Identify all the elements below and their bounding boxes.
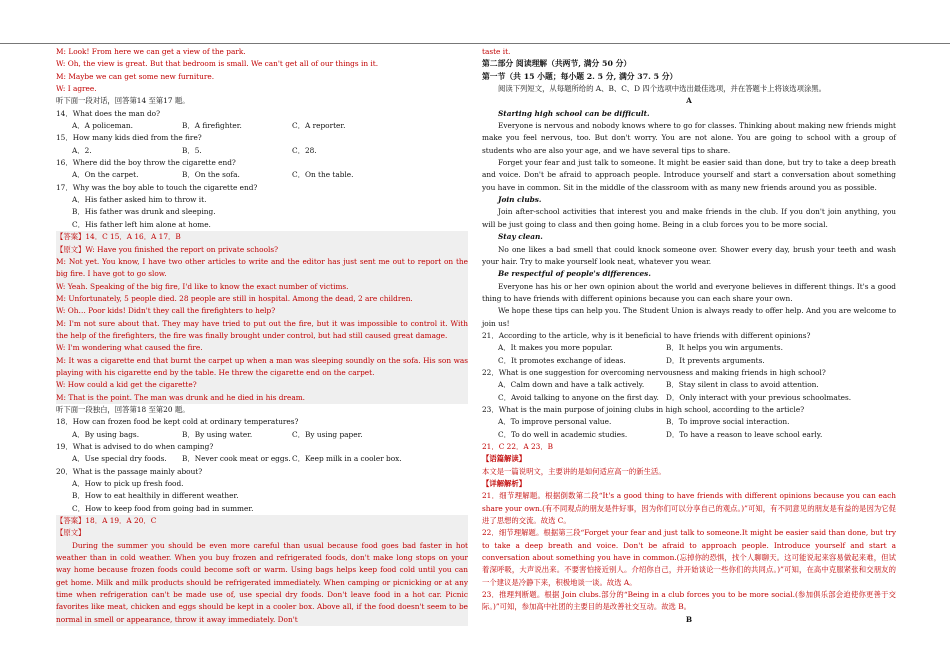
option: B．On the sofa.	[182, 170, 240, 180]
transcript-line: M: Not yet. You know, I have two other articles to write and the editor has just sent me out to report on the big fire. I have got to go slow.	[56, 256, 468, 279]
passage-subheading: Stay clean.	[498, 232, 543, 242]
transcript-line: W: I'm wondering what caused the fire.	[56, 343, 203, 353]
transcript-line: W: Oh… Poor kids! Didn't they call the firefighters to help?	[56, 306, 276, 316]
question-19-options	[56, 453, 468, 465]
answer-block-18-20	[56, 515, 468, 626]
left-column	[56, 46, 468, 626]
option: B．His father was drunk and sleeping.	[72, 207, 216, 217]
dialogue1-line: W: Oh, the view is great. But that bedroom is small. We can't get all of our things in it.	[56, 59, 379, 69]
analysis-text: 本文是一篇说明文，主要讲的是如何适应高一的新生活。	[482, 466, 666, 476]
option: C．It promotes exchange of ideas.	[498, 355, 626, 365]
question-16-options	[56, 169, 468, 181]
explanation-label: 【详解解析】	[482, 479, 527, 489]
option: B．5.	[182, 145, 202, 155]
option: A．A policeman.	[72, 121, 133, 131]
option: B．A firefighter.	[182, 121, 242, 131]
answer-block-14-17	[56, 231, 468, 404]
option: B．By using water.	[182, 429, 253, 439]
passage-paragraph: Join after-school activities that interest you and make friends in the club. If you don't join anything, you will be just going to class and then going home. Being in a club forces you to be more social.	[482, 207, 896, 229]
question-15-options	[56, 145, 468, 157]
question-22: 22．What is one suggestion for overcoming nervousness and making friends in high school?	[482, 367, 826, 377]
question-20: 20．What is the passage mainly about?	[56, 466, 203, 476]
dialogue1-line: M: Look! From here we can get a view of the park.	[56, 47, 246, 56]
question-22-options-row2	[482, 392, 896, 404]
passage-label: B	[685, 614, 693, 624]
option: A．His father asked him to throw it.	[72, 195, 207, 205]
question-17: 17．Why was the boy able to touch the cigarette end?	[56, 182, 258, 192]
question-23-options-row2	[482, 429, 896, 441]
transcript-line: M: That is the point. The man was drunk and he died in his dream.	[56, 392, 306, 402]
option: A．By using bags.	[72, 429, 140, 439]
dialogue1-line: W: I agree.	[56, 84, 97, 94]
option: A．On the carpet.	[72, 170, 139, 180]
explanation-22: 22．细节理解题。根据第三段“Forget your fear and just talk to someone.It might be easier said than done, but try to take a deep breath and voice. Don't be afraid to approach people. Introduce yourself and start a conversation about something you have in common.(忘掉你的恐惧，找个人聊聊天。这可能说起来容易做起来难，但试着深呼吸，大声说出来。不要害怕接近别人。介绍你自己，并开始谈论一些你们的共同点。)”可知，在高中克服紧张和交朋友的一个建议是冷静下来，积极地谈一谈。故选 A。	[482, 528, 896, 587]
right-column	[482, 46, 896, 626]
section-heading: 第一节（共 15 小题；每小题 2. 5 分, 满分 37. 5 分）	[482, 71, 678, 81]
passage-paragraph: We hope these tips can help you. The Student Union is always ready to offer help. And you are welcome to join us!	[482, 306, 896, 328]
option: C．Keep milk in a cooler box.	[292, 454, 402, 464]
option: B．It helps you win arguments.	[666, 343, 783, 353]
answer-key: 【答案】14．C 15．A 16．A 17．B	[56, 232, 181, 242]
option: B．Stay silent in class to avoid attention.	[666, 380, 819, 390]
listening-instruction: 听下面一段独白，回答第18 至第20 题。	[56, 404, 190, 414]
answer-key: 21．C 22．A 23．B	[482, 442, 554, 451]
transcript-passage: During the summer you should be even more careful than usual because food goes bad faster in hot weather than in cold weather. When you buy frozen and refrigerated foods, don't make long stops on your way home because frozen foods could become soft or warm. Using bags helps keep food cold until you can get home. Milk and milk products should be refrigerated immediately. When camping or picnicking or at any time when refrigeration can't be made use of, use special dry foods. Don't leave food in a hot car. Picnic favorites like meat, chicken and eggs should be kept in a cooler box. Above all, if the food doesn't seem to be normal in smell or appearance, throw it away immediately. Don't	[56, 540, 468, 624]
option: A．How to pick up fresh food.	[72, 479, 184, 489]
passage-subheading: Be respectful of people's differences.	[498, 269, 651, 279]
option: C．28.	[292, 145, 317, 155]
question-14: 14．What does the man do?	[56, 108, 161, 118]
option: C．A reporter.	[292, 121, 346, 131]
option: D．Only interact with your previous schoolmates.	[666, 392, 852, 402]
transcript-line: 【原文】W: Have you finished the report on private schools?	[56, 244, 279, 254]
question-19: 19．What is advised to do when camping?	[56, 442, 214, 451]
transcript-line: M: Unfortunately, 5 people died. 28 people are still in hospital. Among the dead, 2 are children.	[56, 293, 413, 303]
passage-subheading: Join clubs.	[498, 195, 542, 205]
answer-key: 【答案】18．A 19．A 20．C	[56, 516, 157, 526]
passage-title: Starting high school can be difficult.	[498, 108, 650, 118]
listening-instruction: 听下面一段对话，回答第14 至第17 题。	[56, 96, 190, 106]
option: C．How to keep food from going bad in summer.	[72, 503, 254, 513]
question-16: 16．Where did the boy throw the cigarette end?	[56, 158, 236, 168]
transcript-line: M: I'm not sure about that. They may have tried to put out the fire, but it was impossible to control it. With the help of the firefighters, the fire was finally brought under control, but had still caused great damage.	[56, 318, 468, 340]
transcript-label: 【原文】	[56, 528, 86, 538]
transcript-line: W: How could a kid get the cigarette?	[56, 380, 197, 390]
question-22-options-row1	[482, 379, 896, 391]
question-18: 18．How can frozen food be kept cold at ordinary temperatures?	[56, 417, 299, 427]
passage-paragraph: Everyone is nervous and nobody knows where to go for classes. Thinking about making new friends might make you feel nervous, too. But don't worry. You are not alone. You are going to school with a group of students who are also your age, and we have several tips to share.	[482, 121, 896, 155]
explanation-21: 21．细节理解题。根据倒数第二段“It's a good thing to have friends with different opinions because you can each share your own.(有不同观点的朋友是件好事，因为你们可以分享自己的观点。)”可知，有不同意见的朋友是有益的是因为它促进了思想的交流。故选 C。	[482, 491, 896, 526]
passage-label: A	[686, 96, 692, 106]
option: A．2.	[72, 145, 92, 155]
option: C．His father left him alone at home.	[72, 219, 211, 229]
option: A．To improve personal value.	[498, 417, 612, 427]
option: A．Use special dry foods.	[72, 454, 167, 464]
passage-paragraph: Everyone has his or her own opinion about the world and everyone believes in different things. It's a good thing to have friends with different opinions because you can each share your own.	[482, 281, 896, 303]
question-21-options-row2	[482, 355, 896, 367]
option: C．By using paper.	[292, 429, 363, 439]
directions: 阅读下列短文，从每题所给的 A、B、C、D 四个选项中选出最佳选项，并在答题卡上将该选项涂黑。	[498, 84, 826, 94]
option: D．It prevents arguments.	[666, 355, 765, 365]
analysis-label: 【语篇解读】	[482, 454, 527, 464]
transcript-line: M: It was a cigarette end that burnt the carpet up when a man was sleeping soundly on the sofa. His son was playing with his cigarette end by the table. He threw the cigarette end on the carpet.	[56, 355, 468, 377]
question-15: 15．How many kids died from the fire?	[56, 133, 202, 143]
option: A．It makes you more popular.	[498, 343, 613, 353]
header-rule	[0, 43, 950, 44]
question-21: 21．According to the article, why is it beneficial to have friends with different opinions?	[482, 330, 811, 340]
part-heading: 第二部分 阅读理解（共两节, 满分 50 分）	[482, 59, 632, 69]
question-18-options	[56, 429, 468, 441]
question-21-options-row1	[482, 342, 896, 354]
transcript-line: W: Yeah. Speaking of the big fire, I'd like to know the exact number of victims.	[56, 281, 349, 291]
dialogue1-line: M: Maybe we can get some new furniture.	[56, 71, 215, 81]
question-23-options-row1	[482, 416, 896, 428]
option: A．Calm down and have a talk actively.	[498, 380, 645, 390]
option: C．To do well in academic studies.	[498, 429, 628, 439]
option: B．How to eat healthily in different weather.	[72, 491, 239, 501]
explanation-23: 23．推理判断题。根据 Join clubs.部分的“Being in a club forces you to be more social.(参加俱乐部会迫使你更善于交际。)”可知，参加高中社团的主要目的是改善社交互动。故选 B。	[482, 590, 896, 612]
passage-paragraph: Forget your fear and just talk to someone. It might be easier said than done, but try to take a deep breath and voice. Don't be afraid to approach people. Introduce yourself and start a conversation about something you have in common. Sit in the middle of the classroom with as many new friends around you as possible.	[482, 158, 896, 192]
option: C．Avoid talking to anyone on the first day.	[498, 392, 659, 402]
option: B．Never cook meat or eggs.	[182, 454, 291, 464]
option: D．To have a reason to leave school early.	[666, 429, 823, 439]
option: C．On the table.	[292, 170, 354, 180]
option: B．To improve social interaction.	[666, 417, 790, 427]
question-14-options	[56, 120, 468, 132]
transcript-continuation: taste it.	[482, 47, 511, 56]
passage-paragraph: No one likes a bad smell that could knock someone over. Shower every day, brush your teeth and wash your hair. Try to make yourself look neat, whatever you wear.	[482, 244, 896, 266]
question-23: 23．What is the main purpose of joining clubs in high school, according to the article?	[482, 404, 805, 414]
